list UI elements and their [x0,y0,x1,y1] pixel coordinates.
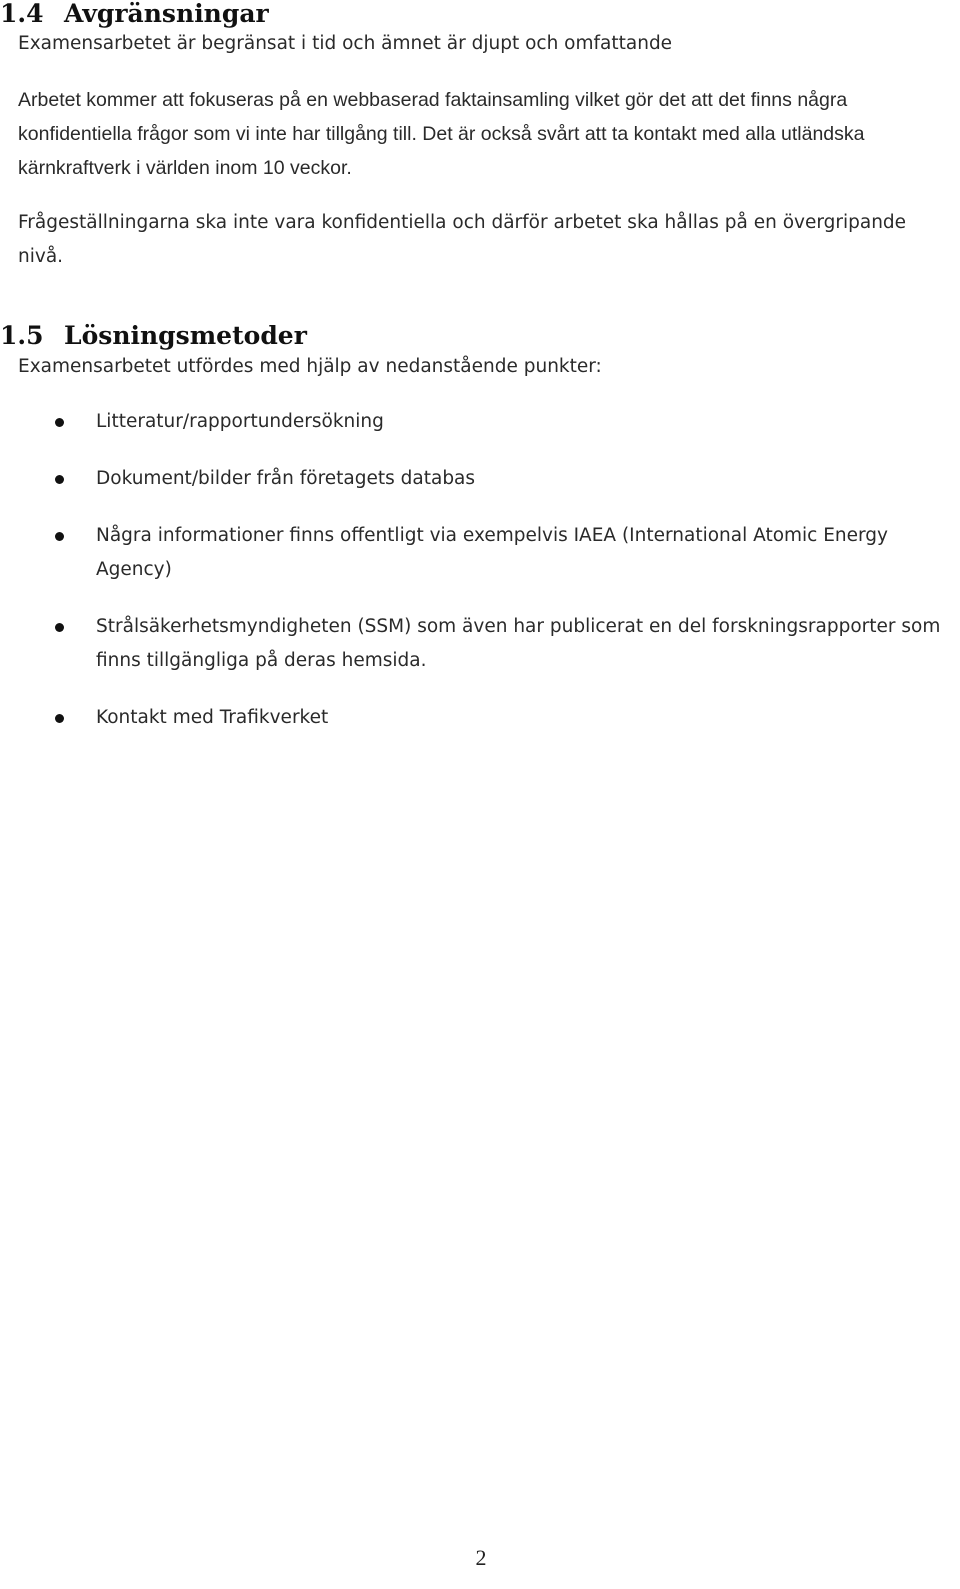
section-number: 1.5 [0,321,44,350]
list-item [0,405,951,439]
section-heading-1-4 [0,0,269,28]
section-title: Lösningsmetoder [64,321,307,350]
bullet-list [0,405,960,758]
list-item [0,701,951,735]
body-paragraph: Arbetet kommer att fokuseras på en webbaserad faktainsamling vilket gör det att det finns några konfidentiella frågor som vi inte har tillgång till. Det är också svårt att ta kontakt med alla utländska kärnkraftverk i världen inom 10 veckor. [18,89,865,179]
list-item-text: Några informationer finns offentligt via exempelvis IAEA (International Atomic Energy Agency) [96,525,888,580]
section-number: 1.4 [0,0,44,28]
section-heading-1-5 [0,322,307,350]
list-item [0,519,951,587]
bullet-icon [55,418,64,427]
section-title: Avgränsningar [64,0,269,28]
bullet-icon [55,623,64,632]
list-item-text: Strålsäkerhetsmyndigheten (SSM) som även har publicerat en del forskningsrapporter som finns tillgängliga på deras hemsida. [96,616,941,671]
list-item [0,462,951,496]
bullet-icon [55,532,64,541]
bullet-icon [55,714,64,723]
list-item [0,610,951,678]
section-intro: Examensarbetet är begränsat i tid och ämnet är djupt och omfattande [18,33,673,54]
bullet-icon [55,475,64,484]
list-item-text: Dokument/bilder från företagets databas [96,468,476,489]
page-number: 2 [475,1545,487,1570]
body-paragraph: Frågeställningarna ska inte vara konfidentiella och därför arbetet ska hållas på en övergripande nivå. [18,212,907,267]
section-intro: Examensarbetet utfördes med hjälp av nedanstående punkter: [18,356,602,377]
list-item-text: Kontakt med Trafikverket [96,707,329,728]
list-item-text: Litteratur/rapportundersökning [96,411,384,432]
